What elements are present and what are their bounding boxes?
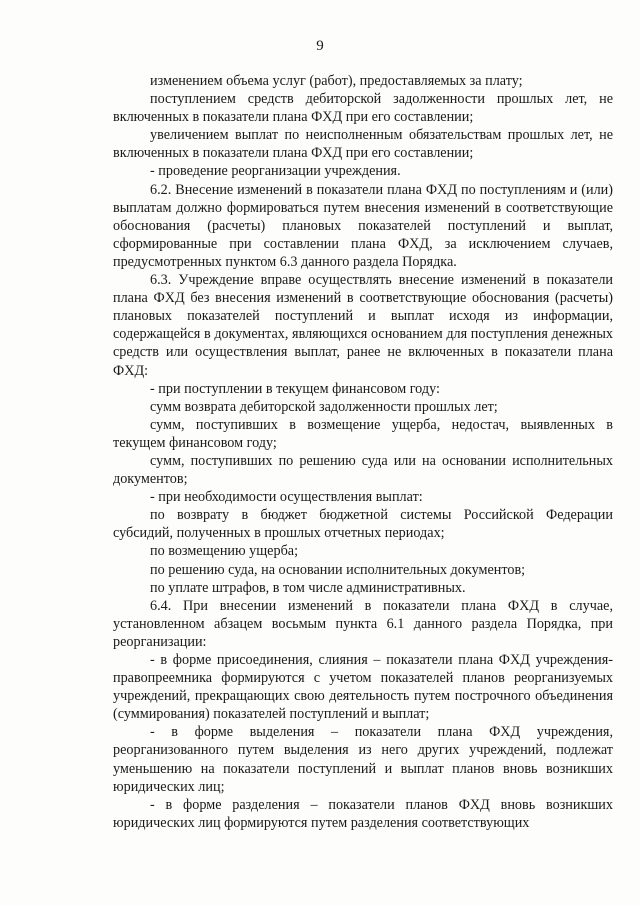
paragraph: - при поступлении в текущем финансовом году: xyxy=(150,380,440,397)
paragraph: - в форме присоединения, слияния – показатели плана ФХД учреждения-правопреемника формируются с учетом показателей планов реорганизуемых учреждений, прекращающих свою деятельность путем построчного объединения (суммирования) показателей поступлений и выплат; xyxy=(113,652,613,723)
paragraph: по решению суда, на основании исполнительных документов; xyxy=(150,561,526,578)
paragraph: изменением объема услуг (работ), предоставляемых за плату; xyxy=(150,73,523,89)
paragraph: 6.3. Учреждение вправе осуществлять внесение изменений в показатели плана ФХД без внесения изменений в соответствующие обоснования (расчеты) плановых показателей поступлений и выплат исходя из информации, содержащейся в документах, являющихся основанием для поступления денежных средств или осуществления выплат, ранее не включенных в показатели плана ФХД: xyxy=(113,272,613,379)
page-number: 9 xyxy=(316,38,324,54)
paragraph: 6.4. При внесении изменений в показатели плана ФХД в случае, установленном абзацем восьмым пункта 6.1 данного раздела Порядка, при реорганизации: xyxy=(113,597,613,650)
paragraph: по возврату в бюджет бюджетной системы Российской Федерации субсидий, полученных в прошлых отчетных периодах; xyxy=(113,507,613,542)
paragraph: - проведение реорганизации учреждения. xyxy=(150,163,401,180)
paragraph: увеличением выплат по неисполненным обязательствам прошлых лет, не включенных в показатели плана ФХД при его составлении; xyxy=(113,127,613,162)
paragraph: 6.2. Внесение изменений в показатели плана ФХД по поступлениям и (или) выплатам должно формироваться путем внесения изменений в соответствующие обоснования (расчеты) плановых показателей поступлений и выплат, сформированные при составлении плана ФХД, за исключением случаев, предусмотренных пунктом 6.3 данного раздела Порядка. xyxy=(113,181,613,270)
paragraph: - при необходимости осуществления выплат: xyxy=(150,489,423,506)
paragraph: по возмещению ущерба; xyxy=(150,543,299,560)
paragraph: - в форме выделения – показатели плана ФХД учреждения, реорганизованного путем выделения из него других учреждений, подлежат уменьшению на показатели поступлений и выплат планов вновь возникших юридических лиц; xyxy=(113,724,613,795)
paragraph: по уплате штрафов, в том числе административных. xyxy=(150,579,466,596)
paragraph: - в форме разделения – показатели планов ФХД вновь возникших юридических лиц формируются путем разделения соответствующих xyxy=(113,796,613,831)
document-body xyxy=(113,72,613,832)
paragraph: поступлением средств дебиторской задолженности прошлых лет, не включенных в показатели плана ФХД при его составлении; xyxy=(113,91,613,126)
paragraph: сумм, поступивших по решению суда или на основании исполнительных документов; xyxy=(113,452,613,488)
paragraph: сумм возврата дебиторской задолженности прошлых лет; xyxy=(150,398,498,415)
paragraph: сумм, поступивших в возмещение ущерба, недостач, выявленных в текущем финансовом году; xyxy=(113,416,613,451)
